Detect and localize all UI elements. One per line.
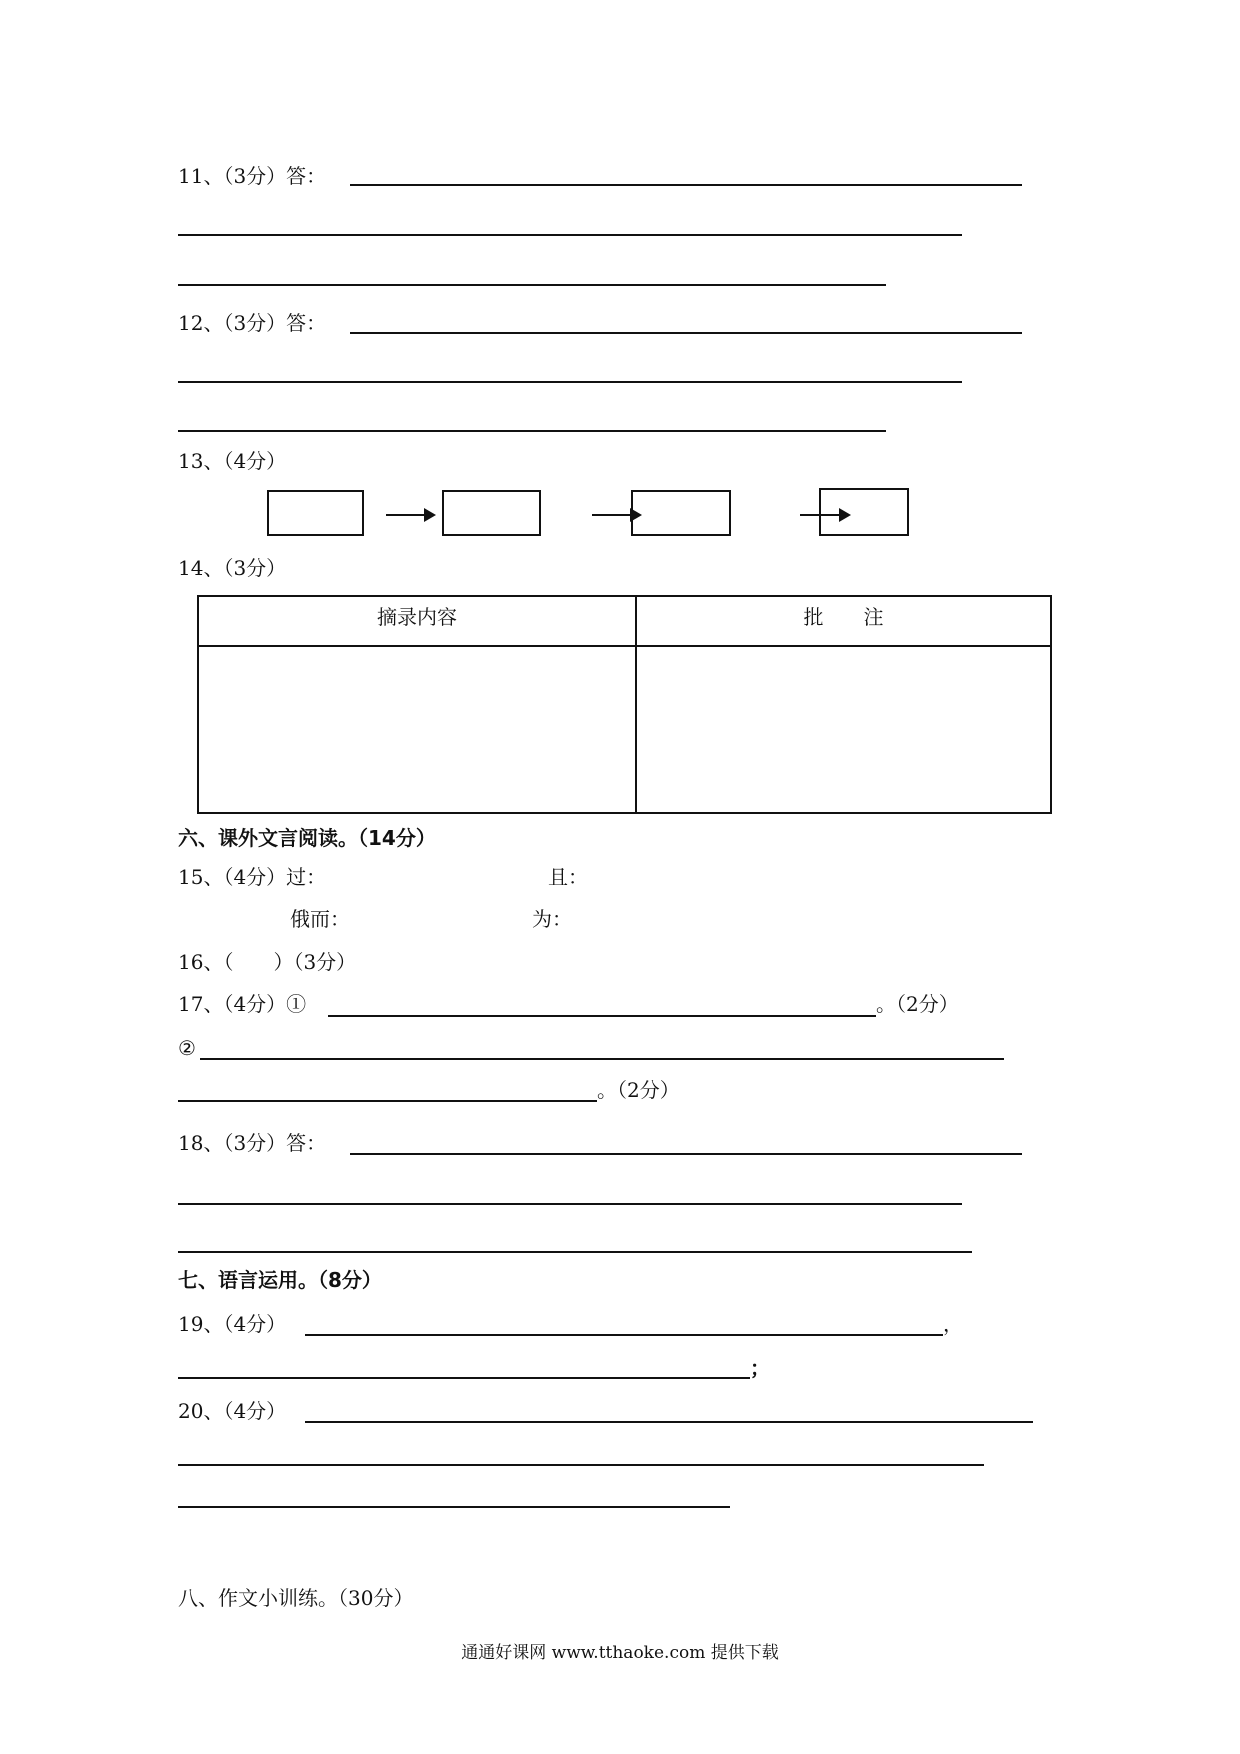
q17-score-2: 。（2分） bbox=[597, 1078, 680, 1102]
q14-cell-annotation[interactable] bbox=[636, 646, 1051, 813]
q18-answer-line-2[interactable] bbox=[178, 1203, 962, 1205]
q13-box-3[interactable] bbox=[631, 490, 731, 536]
q20-answer-line-2[interactable] bbox=[178, 1464, 984, 1466]
q14-label: 14、（3分） bbox=[178, 556, 287, 580]
q14-header-annotation: 批 注 bbox=[636, 596, 1051, 646]
q11-answer-line-2[interactable] bbox=[178, 234, 962, 236]
q18-answer-line-3[interactable] bbox=[178, 1251, 972, 1253]
q12-answer-line-2[interactable] bbox=[178, 381, 962, 383]
q19-label: 19、（4分） bbox=[178, 1312, 287, 1336]
q14-header-excerpt: 摘录内容 bbox=[198, 596, 636, 646]
q15-item-qie: 且： bbox=[548, 865, 588, 889]
q16-label: 16、（ ）（3分） bbox=[178, 950, 357, 974]
q15-label: 15、（4分）过： bbox=[178, 865, 327, 889]
q18-answer-line-1[interactable] bbox=[350, 1153, 1022, 1155]
q13-arrow-1 bbox=[386, 514, 432, 516]
q12-label: 12、（3分）答： bbox=[178, 311, 327, 335]
q15-item-wei: 为： bbox=[532, 907, 572, 931]
q14-cell-excerpt[interactable] bbox=[198, 646, 636, 813]
q20-label: 20、（4分） bbox=[178, 1399, 287, 1423]
q15-item-eer: 俄而： bbox=[290, 907, 350, 931]
q17-answer-line-2[interactable] bbox=[200, 1058, 1004, 1060]
q13-box-4[interactable] bbox=[819, 488, 909, 536]
q17-score-1: 。（2分） bbox=[876, 992, 959, 1016]
q12-answer-line-1[interactable] bbox=[350, 332, 1022, 334]
q11-answer-line-3[interactable] bbox=[178, 284, 886, 286]
q17-mark-2: ② bbox=[178, 1036, 196, 1060]
q17-answer-line-1[interactable] bbox=[328, 1015, 876, 1017]
q13-label: 13、（4分） bbox=[178, 449, 287, 473]
q13-box-1[interactable] bbox=[267, 490, 364, 536]
section6-title: 六、课外文言阅读。（14分） bbox=[178, 826, 436, 850]
q14-annotation-table bbox=[197, 595, 1052, 814]
q17-label: 17、（4分）① bbox=[178, 992, 307, 1016]
q19-answer-line-1[interactable] bbox=[305, 1334, 943, 1336]
q19-comma: ， bbox=[943, 1312, 963, 1336]
section8-title: 八、作文小训练。（30分） bbox=[178, 1586, 414, 1610]
section7-title: 七、语言运用。（8分） bbox=[178, 1268, 382, 1292]
q20-answer-line-3[interactable] bbox=[178, 1506, 730, 1508]
q17-answer-line-3[interactable] bbox=[178, 1100, 597, 1102]
q20-answer-line-1[interactable] bbox=[305, 1421, 1033, 1423]
q11-label: 11、（3分）答： bbox=[178, 164, 327, 188]
page-footer: 通通好课网 www.tthaoke.com 提供下载 bbox=[461, 1643, 779, 1663]
q19-answer-line-2[interactable] bbox=[178, 1377, 750, 1379]
q12-answer-line-3[interactable] bbox=[178, 430, 886, 432]
q18-label: 18、（3分）答： bbox=[178, 1131, 327, 1155]
q11-answer-line-1[interactable] bbox=[350, 184, 1022, 186]
q19-semicolon: ； bbox=[750, 1356, 770, 1380]
q13-box-2[interactable] bbox=[442, 490, 541, 536]
